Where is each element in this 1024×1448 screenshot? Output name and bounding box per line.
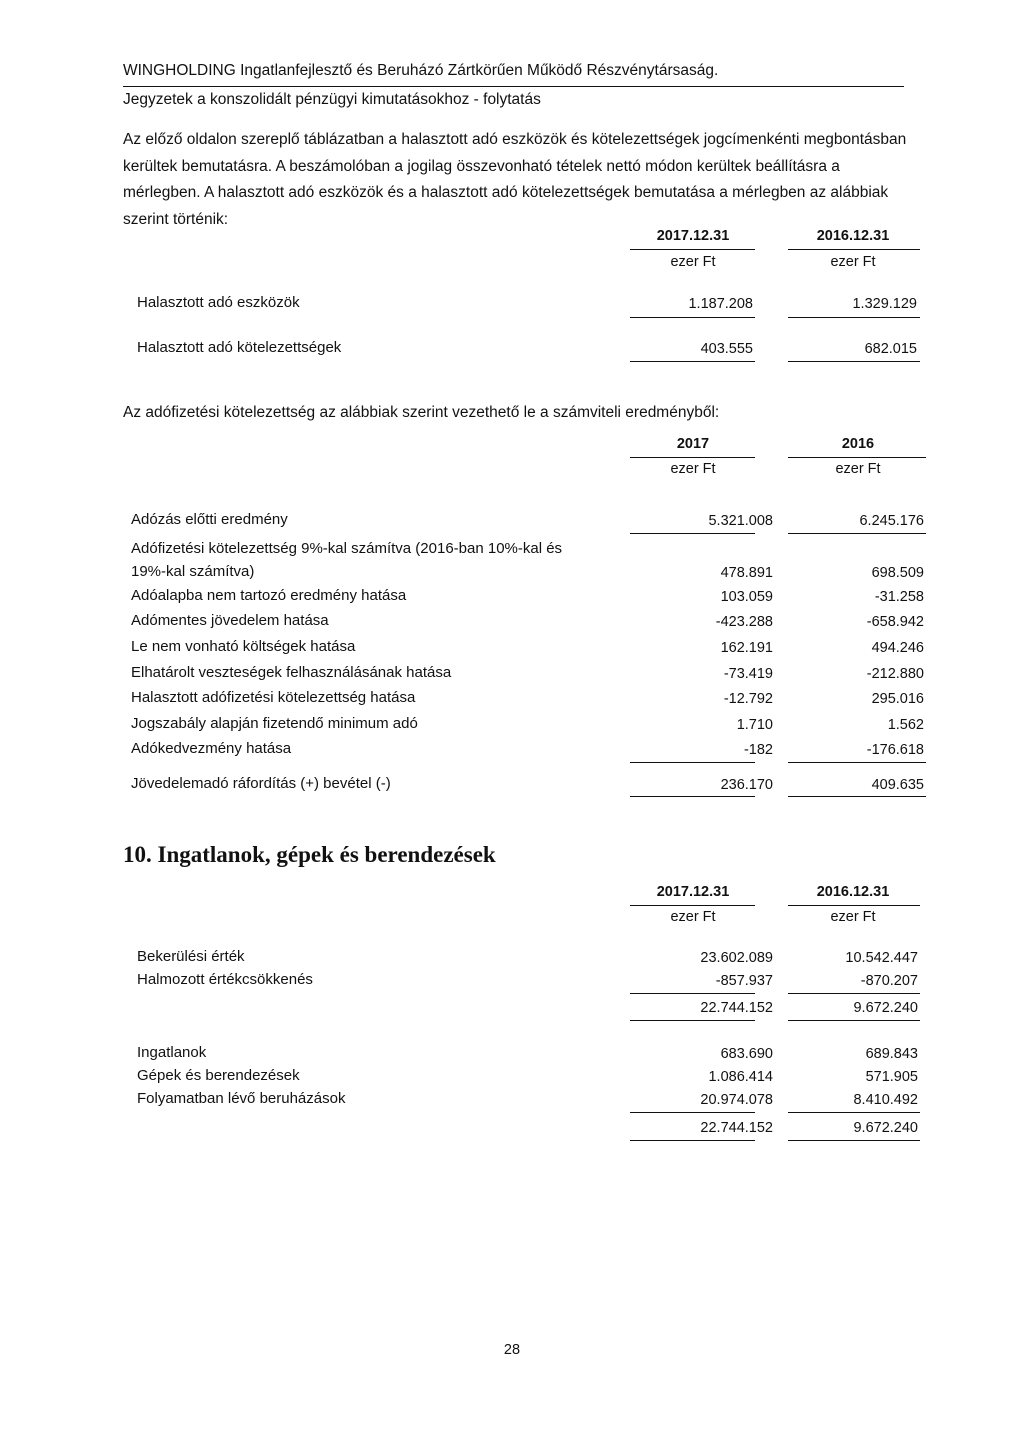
intro-line-1: Az előző oldalon szereplő táblázatban a halasztott adó eszközök és kötelezettségek jogcímenkénti megbontásban: [123, 131, 907, 148]
ppe-row-value-2017: 23.602.089: [700, 950, 773, 966]
tax-col-2016-unit: ezer Ft: [835, 461, 881, 477]
ppe-row-value-2017: 20.974.078: [700, 1092, 773, 1108]
tax-row-label: Adókedvezmény hatása: [131, 740, 292, 757]
intro-line-3: mérlegben. A halasztott adó eszközök és a halasztott adó kötelezettségek bemutatása a mérlegben az alábbiak: [123, 184, 889, 201]
deferred-row-label: Halasztott adó kötelezettségek: [137, 339, 342, 356]
deferred-row-value-2017: 403.555: [700, 341, 753, 357]
tax-col-2017-unit: ezer Ft: [670, 461, 716, 477]
deferred-col-2016-rule: [788, 249, 920, 250]
ppe-col-2017-unit: ezer Ft: [670, 909, 716, 925]
tax-row-value-2017: -12.792: [723, 691, 773, 707]
tax-col-2017-rule: [630, 457, 755, 458]
row-underline: [788, 796, 926, 797]
row-underline: [788, 1020, 920, 1021]
ppe-subtotal-2017: 22.744.152: [700, 1000, 773, 1016]
ppe-row-label: Bekerülési érték: [137, 948, 245, 965]
intro-line-4: szerint történik:: [123, 210, 229, 228]
ppe-row-value-2017: 683.690: [720, 1046, 773, 1062]
tax-total-label: Jövedelemadó ráfordítás (+) bevétel (-): [131, 775, 391, 792]
tax-total-value-2016: 409.635: [871, 777, 924, 793]
ppe-row-label: Halmozott értékcsökkenés: [137, 971, 313, 988]
deferred-col-2017-head: 2017.12.31: [656, 228, 730, 244]
intro-paragraph: [123, 127, 907, 233]
tax-col-2016-rule: [788, 457, 926, 458]
row-underline: [630, 361, 755, 362]
tax-row-value-2016: -31.258: [874, 589, 924, 605]
ppe-total-2016: 9.672.240: [853, 1120, 918, 1136]
row-underline: [630, 1020, 755, 1021]
ppe-subtotal-2016: 9.672.240: [853, 1000, 918, 1016]
document-header-company: WINGHOLDING Ingatlanfejlesztő és Beruházó Zártkörűen Működő Részvénytársaság.: [123, 62, 719, 79]
ppe-col-2017-head: 2017.12.31: [656, 884, 730, 900]
row-underline: [630, 533, 755, 534]
tax-row-value-2017: 1.710: [736, 717, 773, 733]
ppe-row-value-2017: -857.937: [715, 973, 773, 989]
ppe-row-label: Gépek és berendezések: [137, 1067, 300, 1084]
tax-row-value-2016: -212.880: [866, 666, 924, 682]
tax-total-value-2017: 236.170: [720, 777, 773, 793]
ppe-row-value-2016: 689.843: [865, 1046, 918, 1062]
tax-reconciliation-intro: Az adófizetési kötelezettség az alábbiak szerint vezethető le a számviteli eredményből:: [123, 404, 720, 421]
tax-row-label: Adófizetési kötelezettség 9%-kal számítva (2016-ban 10%-kal és: [131, 540, 563, 557]
tax-row-value-2016: -658.942: [866, 614, 924, 630]
row-underline: [788, 533, 926, 534]
deferred-row-value-2017: 1.187.208: [688, 296, 753, 312]
deferred-col-2016-head: 2016.12.31: [816, 228, 890, 244]
ppe-row-value-2017: 1.086.414: [708, 1069, 773, 1085]
tax-row-label: Elhatárolt veszteségek felhasználásának hatása: [131, 664, 452, 681]
tax-col-2017-head: 2017: [676, 436, 710, 452]
deferred-col-2017-rule: [630, 249, 755, 250]
deferred-col-2016-unit: ezer Ft: [830, 254, 876, 270]
row-underline: [788, 993, 920, 994]
tax-row-label: Halasztott adófizetési kötelezettség hatása: [131, 689, 416, 706]
page-number: 28: [503, 1342, 521, 1358]
ppe-col-2016-unit: ezer Ft: [830, 909, 876, 925]
tax-row-value-2017: 5.321.008: [708, 513, 773, 529]
tax-row-value-2017: -182: [743, 742, 773, 758]
row-underline: [630, 1112, 755, 1113]
ppe-row-value-2016: 571.905: [865, 1069, 918, 1085]
ppe-row-value-2016: -870.207: [860, 973, 918, 989]
intro-line-2: kerültek bemutatásra. A beszámolóban a jogilag összevonható tételek nettó módon kerültek beállításra a: [123, 157, 840, 175]
row-underline: [788, 317, 920, 318]
deferred-row-value-2016: 1.329.129: [852, 296, 917, 312]
deferred-row-value-2016: 682.015: [864, 341, 917, 357]
tax-row-value-2017: 103.059: [720, 589, 773, 605]
tax-row-label: Adómentes jövedelem hatása: [131, 612, 329, 629]
tax-row-value-2017: -73.419: [723, 666, 773, 682]
document-header-subtitle: Jegyzetek a konszolidált pénzügyi kimutatásokhoz - folytatás: [123, 91, 541, 108]
row-underline: [788, 762, 926, 763]
ppe-col-2016-head: 2016.12.31: [816, 884, 890, 900]
tax-row-label: Le nem vonható költségek hatása: [131, 638, 356, 655]
tax-row-value-2016: -176.618: [866, 742, 924, 758]
ppe-row-value-2016: 10.542.447: [845, 950, 918, 966]
deferred-row-label: Halasztott adó eszközök: [137, 294, 300, 311]
tax-row-value-2016: 494.246: [871, 640, 924, 656]
tax-row-label-continued: 19%-kal számítva): [131, 563, 255, 580]
tax-row-value-2016: 1.562: [887, 717, 924, 733]
row-underline: [630, 1140, 755, 1141]
tax-row-value-2016: 698.509: [871, 565, 924, 581]
ppe-col-2016-rule: [788, 905, 920, 906]
row-underline: [788, 1112, 920, 1113]
header-rule: [123, 86, 904, 87]
row-underline: [788, 361, 920, 362]
row-underline: [630, 317, 755, 318]
row-underline: [630, 796, 755, 797]
tax-row-value-2017: 162.191: [720, 640, 773, 656]
tax-row-value-2017: 478.891: [720, 565, 773, 581]
tax-row-value-2017: -423.288: [715, 614, 773, 630]
tax-row-label: Adózás előtti eredmény: [131, 511, 288, 528]
section-title: 10. Ingatlanok, gépek és berendezések: [123, 842, 496, 867]
tax-row-label: Adóalapba nem tartozó eredmény hatása: [131, 587, 407, 604]
ppe-row-value-2016: 8.410.492: [853, 1092, 918, 1108]
tax-col-2016-head: 2016: [841, 436, 875, 452]
ppe-row-label: Folyamatban lévő beruházások: [137, 1090, 346, 1107]
row-underline: [630, 993, 755, 994]
tax-row-label: Jogszabály alapján fizetendő minimum adó: [131, 715, 418, 732]
row-underline: [788, 1140, 920, 1141]
ppe-total-2017: 22.744.152: [700, 1120, 773, 1136]
tax-row-value-2016: 295.016: [871, 691, 924, 707]
ppe-col-2017-rule: [630, 905, 755, 906]
row-underline: [630, 762, 755, 763]
ppe-row-label: Ingatlanok: [137, 1044, 207, 1061]
tax-row-value-2016: 6.245.176: [859, 513, 924, 529]
deferred-col-2017-unit: ezer Ft: [670, 254, 716, 270]
